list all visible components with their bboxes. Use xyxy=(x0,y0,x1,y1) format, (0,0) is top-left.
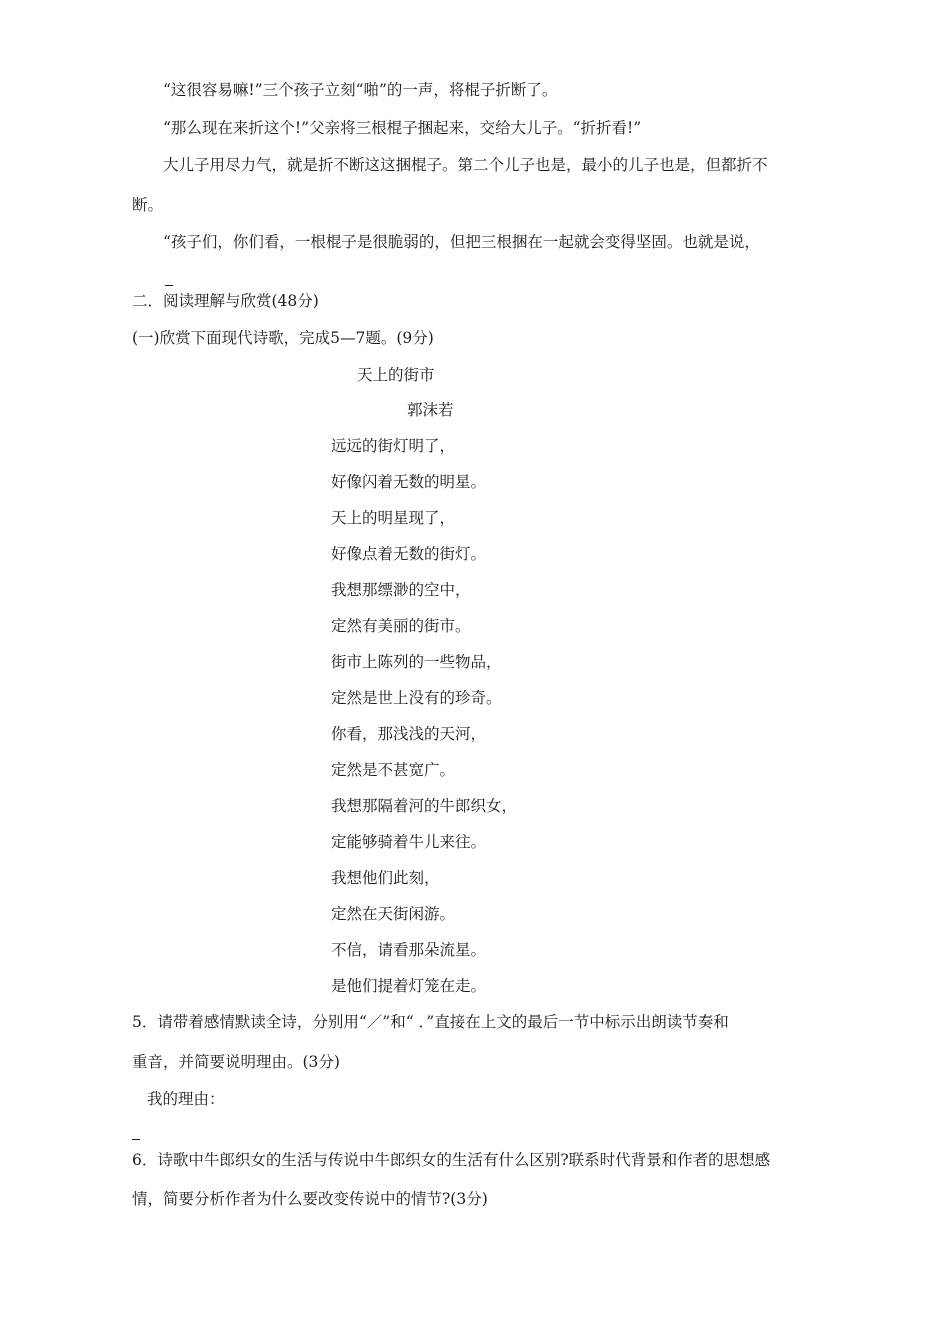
story-paragraph-2: “那么现在来折这个!”父亲将三根棍子捆起来，交给大儿子。“折折看!” xyxy=(163,119,642,137)
answer-blank-mark xyxy=(165,285,173,286)
answer-label: 我的理由： xyxy=(147,1090,225,1108)
answer-blank-mark xyxy=(132,1139,140,1140)
poem-author: 郭沫若 xyxy=(407,401,454,419)
poem-line: 好像闪着无数的明星。 xyxy=(331,473,487,491)
poem-title: 天上的街市 xyxy=(357,366,435,384)
poem-line: 远远的街灯明了， xyxy=(331,437,456,455)
question-6-line-1: 6．诗歌中牛郎织女的生活与传说中牛郎织女的生活有什么区别?联系时代背景和作者的思想感 xyxy=(132,1151,771,1169)
poem-line: 不信，请看那朵流星。 xyxy=(331,941,487,959)
poem-line: 定然有美丽的街市。 xyxy=(331,617,471,635)
section-heading: 二．阅读理解与欣赏(48分) xyxy=(132,292,319,310)
section-part-heading: (一)欣赏下面现代诗歌，完成5—7题。(9分) xyxy=(132,329,434,347)
poem-line: 是他们提着灯笼在走。 xyxy=(331,977,487,995)
poem-line: 街市上陈列的一些物品， xyxy=(331,653,502,671)
poem-line: 定然是世上没有的珍奇。 xyxy=(331,689,502,707)
poem-line: 我想那缥渺的空中， xyxy=(331,581,471,599)
poem-line: 定然是不甚宽广。 xyxy=(331,761,456,779)
poem-line: 好像点着无数的街灯。 xyxy=(331,545,487,563)
story-paragraph-4: “孩子们，你们看，一根棍子是很脆弱的，但把三根捆在一起就会变得坚固。也就是说， xyxy=(163,233,760,251)
story-paragraph-3-line-2: 断。 xyxy=(132,196,164,214)
poem-line: 定然在天街闲游。 xyxy=(331,905,456,923)
question-6-line-2: 情，简要分析作者为什么要改变传说中的情节?(3分) xyxy=(132,1190,488,1208)
poem-line: 天上的明星现了， xyxy=(331,509,456,527)
poem-line: 我想那隔着河的牛郎织女， xyxy=(331,797,518,815)
question-5-line-2: 重音，并简要说明理由。(3分) xyxy=(132,1053,340,1071)
poem-line: 定能够骑着牛儿来往。 xyxy=(331,833,487,851)
story-paragraph-1: “这很容易嘛!”三个孩子立刻“啪”的一声，将棍子折断了。 xyxy=(163,81,558,99)
poem-line: 我想他们此刻， xyxy=(331,869,440,887)
poem-line: 你看，那浅浅的天河， xyxy=(331,725,487,743)
story-paragraph-3-line-1: 大儿子用尽力气，就是折不断这这捆棍子。第二个儿子也是，最小的儿子也是，但都折不 xyxy=(163,156,768,174)
question-5-line-1: 5．请带着感情默读全诗，分别用“／”和“ ．”直接在上文的最后一节中标示出朗读节奏和 xyxy=(132,1013,729,1031)
